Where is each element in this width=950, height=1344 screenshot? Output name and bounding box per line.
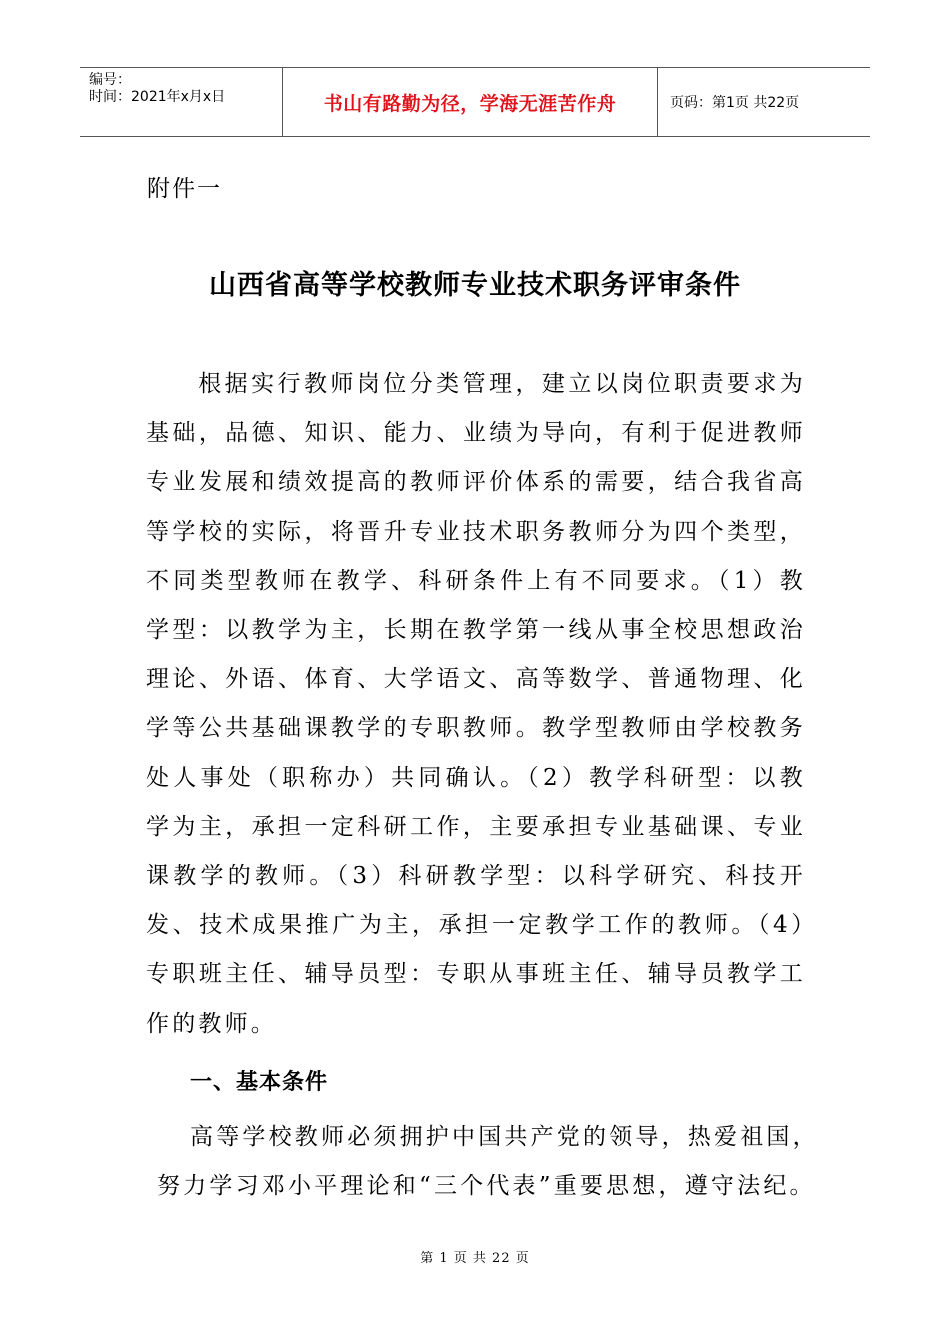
section1-line-1: 高等学校教师必须拥护中国共产党的领导，热爱祖国， (190, 1124, 819, 1150)
header-page-info: 页码：第1页 共22页 (670, 95, 800, 111)
section1-line-2: 努力学习邓小平理论和“三个代表”重要思想，遵守法纪。 (157, 1173, 816, 1199)
document-number-label: 编号： (89, 72, 131, 88)
intro-paragraph (146, 360, 806, 1049)
document-date: 时间：2021年x月x日 (89, 89, 226, 105)
attachment-label: 附件一 (147, 176, 222, 202)
page-header (80, 67, 870, 137)
intro-text: 根据实行教师岗位分类管理，建立以岗位职责要求为基础，品德、知识、能力、业绩为导向，有利于促进教师专业发展和绩效提高的教师评价体系的需要，结合我省高等学校的实际，将晋升专业技术职务教师分为四个类型，不同类型教师在教学、科研条件上有不同要求。（1）教学型：以教学为主，长期在教学第一线从事全校思想政治理论、外语、体育、大学语文、高等数学、普通物理、化学等公共基础课教学的专职教师。教学型教师由学校教务处人事处（职称办）共同确认。（2）教学科研型：以教学为主，承担一定科研工作，主要承担专业基础课、专业课教学的教师。（3）科研教学型：以科学研究、科技开发、技术成果推广为主，承担一定教学工作的教师。（4）专职班主任、辅导员型：专职从事班主任、辅导员教学工作的教师。 (146, 371, 806, 1037)
header-motto: 书山有路勤为径，学海无涯苦作舟 (283, 68, 658, 136)
header-meta (80, 68, 283, 136)
document-title: 山西省高等学校教师专业技术职务评审条件 (209, 270, 741, 301)
page-footer: 第 1 页 共 22 页 (420, 1251, 530, 1266)
section-heading-basic-conditions: 一、基本条件 (190, 1070, 329, 1095)
